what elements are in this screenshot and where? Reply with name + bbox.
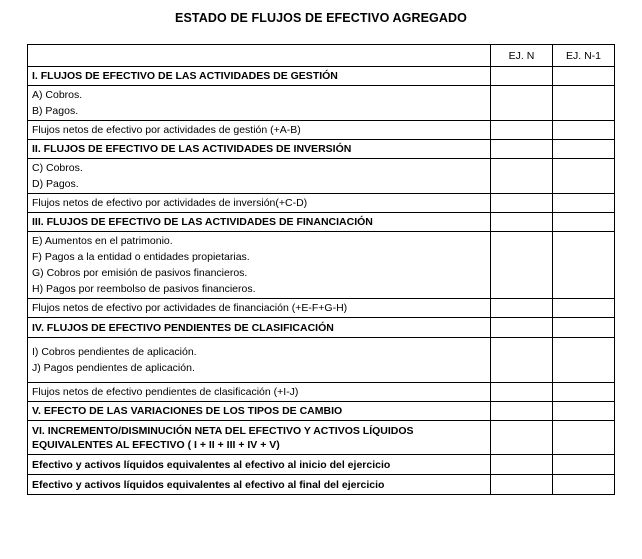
- value-cell-ej-n-1: [553, 213, 615, 232]
- line-item: A) Cobros.: [32, 89, 83, 101]
- header-blank-cell: [28, 45, 491, 67]
- value-cell-ej-n: [491, 338, 553, 383]
- value-cell-ej-n: [491, 121, 553, 140]
- section-header-row: [28, 318, 615, 338]
- section-header-row: [28, 140, 615, 159]
- value-cell-ej-n: [491, 421, 553, 455]
- value-cell-ej-n: [491, 159, 553, 194]
- row-label: I. FLUJOS DE EFECTIVO DE LAS ACTIVIDADES DE GESTIÓN: [28, 67, 491, 86]
- value-cell-ej-n-1: [553, 318, 615, 338]
- value-cell-ej-n-1: [553, 455, 615, 475]
- row-label: II. FLUJOS DE EFECTIVO DE LAS ACTIVIDADES DE INVERSIÓN: [28, 140, 491, 159]
- value-cell-ej-n: [491, 402, 553, 421]
- value-cell-ej-n-1: [553, 475, 615, 495]
- value-cell-ej-n-1: [553, 140, 615, 159]
- cash-flow-table: [27, 44, 615, 495]
- row-label: Flujos netos de efectivo por actividades de financiación (+E-F+G-H): [28, 299, 491, 318]
- column-header-ej-n-1: EJ. N-1: [553, 45, 615, 67]
- total-row: [28, 455, 615, 475]
- line-item: C) Cobros.: [32, 162, 83, 174]
- row-label: [28, 86, 491, 121]
- total-row: [28, 475, 615, 495]
- row-label: Efectivo y activos líquidos equivalentes al efectivo al inicio del ejercicio: [28, 455, 491, 475]
- document-title: ESTADO DE FLUJOS DE EFECTIVO AGREGADO: [175, 11, 467, 25]
- line-item: F) Pagos a la entidad o entidades propietarias.: [32, 251, 250, 263]
- row-label: Flujos netos de efectivo por actividades de gestión (+A-B): [28, 121, 491, 140]
- value-cell-ej-n-1: [553, 421, 615, 455]
- item-group-row: [28, 86, 615, 121]
- row-label: VI. INCREMENTO/DISMINUCIÓN NETA DEL EFECTIVO Y ACTIVOS LÍQUIDOS EQUIVALENTES AL EFECTIVO ( I + II + III + IV + V): [28, 421, 491, 455]
- line-item: D) Pagos.: [32, 178, 79, 190]
- line-item: B) Pagos.: [32, 105, 79, 117]
- value-cell-ej-n-1: [553, 67, 615, 86]
- line-item: H) Pagos por reembolso de pasivos financieros.: [32, 283, 256, 295]
- value-cell-ej-n: [491, 232, 553, 299]
- row-label: III. FLUJOS DE EFECTIVO DE LAS ACTIVIDADES DE FINANCIACIÓN: [28, 213, 491, 232]
- line-item: J) Pagos pendientes de aplicación.: [32, 362, 195, 374]
- value-cell-ej-n-1: [553, 159, 615, 194]
- value-cell-ej-n: [491, 383, 553, 402]
- row-label: Efectivo y activos líquidos equivalentes al efectivo al final del ejercicio: [28, 475, 491, 495]
- section-header-row: [28, 67, 615, 86]
- value-cell-ej-n-1: [553, 86, 615, 121]
- row-label: [28, 338, 491, 383]
- row-label: [28, 159, 491, 194]
- item-group-row: [28, 232, 615, 299]
- value-cell-ej-n: [491, 67, 553, 86]
- row-label: V. EFECTO DE LAS VARIACIONES DE LOS TIPOS DE CAMBIO: [28, 402, 491, 421]
- row-label: [28, 232, 491, 299]
- row-label: Flujos netos de efectivo por actividades de inversión(+C-D): [28, 194, 491, 213]
- total-row: [28, 121, 615, 140]
- value-cell-ej-n-1: [553, 121, 615, 140]
- total-row: [28, 383, 615, 402]
- value-cell-ej-n: [491, 455, 553, 475]
- section-header-row: [28, 213, 615, 232]
- total-row: [28, 299, 615, 318]
- line-item: G) Cobros por emisión de pasivos financieros.: [32, 267, 248, 279]
- value-cell-ej-n: [491, 299, 553, 318]
- value-cell-ej-n-1: [553, 232, 615, 299]
- header-row: [28, 45, 615, 67]
- value-cell-ej-n: [491, 475, 553, 495]
- value-cell-ej-n: [491, 213, 553, 232]
- item-group-row: [28, 159, 615, 194]
- value-cell-ej-n-1: [553, 402, 615, 421]
- section-header-row: [28, 421, 615, 455]
- column-header-ej-n: EJ. N: [491, 45, 553, 67]
- value-cell-ej-n: [491, 86, 553, 121]
- value-cell-ej-n-1: [553, 194, 615, 213]
- value-cell-ej-n: [491, 140, 553, 159]
- line-item: I) Cobros pendientes de aplicación.: [32, 346, 197, 358]
- value-cell-ej-n-1: [553, 299, 615, 318]
- value-cell-ej-n: [491, 194, 553, 213]
- line-item: E) Aumentos en el patrimonio.: [32, 235, 173, 247]
- section-header-row: [28, 402, 615, 421]
- total-row: [28, 194, 615, 213]
- row-label: Flujos netos de efectivo pendientes de clasificación (+I-J): [28, 383, 491, 402]
- value-cell-ej-n: [491, 318, 553, 338]
- row-label: IV. FLUJOS DE EFECTIVO PENDIENTES DE CLASIFICACIÓN: [28, 318, 491, 338]
- value-cell-ej-n-1: [553, 338, 615, 383]
- value-cell-ej-n-1: [553, 383, 615, 402]
- item-group-row: [28, 338, 615, 383]
